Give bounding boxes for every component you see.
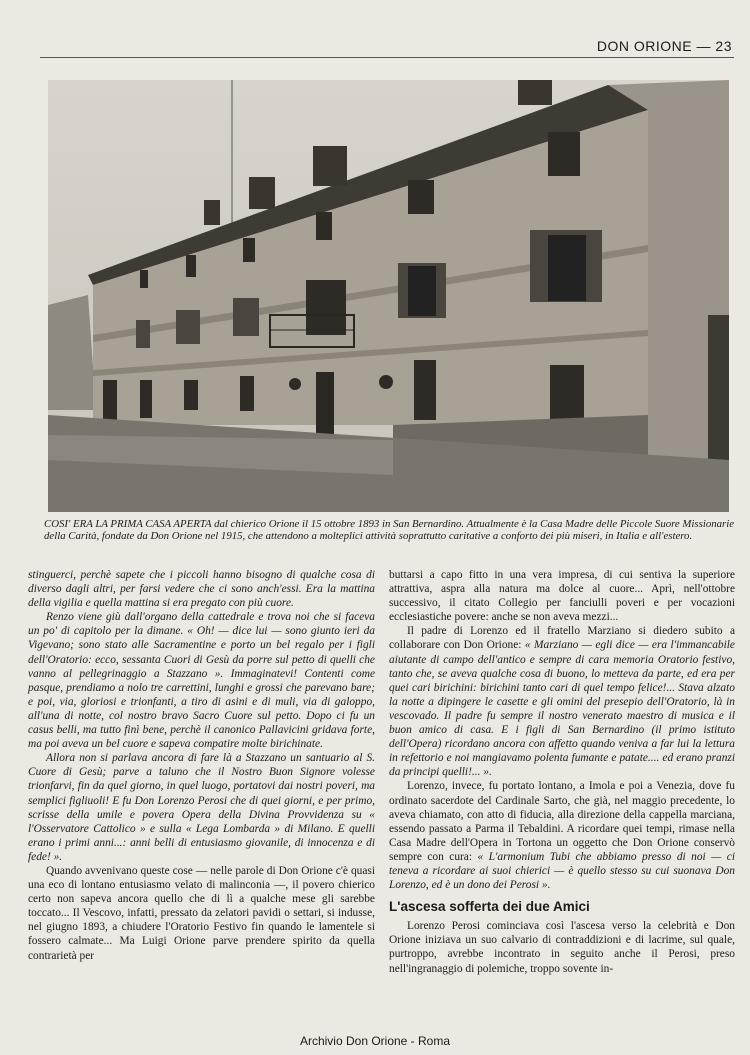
right-paragraph-3-quote: « L'armonium Tubi che abbiamo presso di noi — ci teneva a ricordare ai suoi chierici — è quello stesso su cui suonava Don Lorenzo, ed è un dono dei Perosi ». <box>389 850 735 892</box>
section-subheading: L'ascesa sofferta dei due Amici <box>389 899 590 915</box>
right-paragraph-2-quote: « Marziano — egli dice — era l'immancabile aiutante di campo dell'antico e sempre di cara memoria Oratorio festivo, tanto che, se aveva qualche cosa di buono, lo metteva da parte, ed era per quei cari birichini: birichini tanto cari di quel tempo felice!... Stava alzato la notte a dipingere le casette e gli omini del presepio dell'Oratorio, là in vescovado. Il padre fu sempre il nostro venerato maestro di musica e il buon amico di casa. E i figli di San Bernardino (il primo istituto dell'Opera) ricordano ancora con affetto quando veniva a far lui la lettura in refettorio e noi mangiavamo polenta fumante e patate.... ed erano pranzi da principi quelli!... ». <box>389 639 735 779</box>
right-paragraph-1: buttarsi a capo fitto in una vera impresa, di cui sentiva la superiore attrattiva, aspra alla natura ma dolce al cuore... Aprì, nell'ottobre successivo, il citato Collegio per fanciulli poveri e per vocazioni ecclesiastiche povere: anche se non aveva mezzi... <box>389 569 735 624</box>
right-paragraph-3-intro: Lorenzo, invece, fu portato lontano, a Imola e poi a Venezia, dove fu ordinato sacerdote del Cardinale Sarto, che già, nel maggio precedente, lo aveva chiamato, con atto di fiducia, alla direzione della cappella marciana, essendo passato a Parma il Tebaldini. A ricordare quei tempi, rimase nella Casa Madre dell'Opera in Tortona un oggetto che Don Orione conservò sempre con cura: <box>389 780 735 863</box>
caption-lead: COSI' ERA LA PRIMA CASA APERTA <box>44 518 212 530</box>
running-head: DON ORIONE — 23 <box>596 38 732 54</box>
left-paragraph-4: Quando avvenivano queste cose — nelle parole di Don Orione c'è quasi una eco di lontano entusiasmo velato di malinconia —, il povero chierico certo non sapeva ancora quello che di lì a qualche mese gli sarebbe toccato... Il Vescovo, infatti, pressato da zelatori pavidi o settari, si indusse, nel giugno 1893, a chiudere l'Oratorio Festivo fin quando le lamentele si fossero calmate... Ma Luigi Orione parve prendere spirito da quella contrarietà per <box>28 864 375 962</box>
building-photo-illustration <box>48 80 729 512</box>
photo-casa-san-bernardino <box>48 80 729 512</box>
right-paragraph-3 <box>389 779 735 892</box>
header-rule <box>40 57 734 58</box>
right-paragraph-4: Lorenzo Perosi cominciava così l'ascesa verso la celebrità e Don Orione iniziava un suo calvario di contraddizioni e di lacrime, sul quale, purtroppo, avrebbe incontrato in seguito anche il Perosi, preso nell'ingranaggio di polemiche, troppo sovente in- <box>389 920 735 975</box>
right-column <box>389 568 735 976</box>
right-paragraph-2 <box>389 624 735 779</box>
left-paragraph-3: Allora non si parlava ancora di fare là a Stazzano un santuario al S. Cuore di Gesù; parve a taluno che il Nostro Buon Signore volesse trionfarvi, fin da quel giorno, in quel luogo, portatovi dai nostri poveri, ma semplici figliuoli! E fu Don Lorenzo Perosi che di quei giorni, e per primo, scrisse della umile e povera Opera della Divina Provvidenza su « l'Osservatore Cattolico » e sulla « Lega Lombarda » di Milano. E quelli erano i primi anni...: anni belli di entusiasmo giovanile, di innocenza e di fede! ». <box>28 752 375 863</box>
right-paragraph-2-intro: Il padre di Lorenzo ed il fratello Marziano si diedero subito a collaborare con Don Orione: <box>389 625 735 652</box>
archive-footer: Archivio Don Orione - Roma <box>299 1034 451 1048</box>
left-paragraph-2: Renzo viene giù dall'organo della cattedrale e trova noi che si faceva un po' di capitolo per la dimane. « Oh! — dice lui — sono giunto ieri da Vigevano; sono stato alle Sacramentine e porto un bel regalo per i figli dell'Oratorio: ecco, sessanta Cuori di Gesù da porre sul petto di quelli che vanno al pellegrinaggio a Stazzano ». Immaginatevi! Contenti come pasque, prendiamo a nolo tre carrettini, lunghi e grossi che parevano bare; e poi, via, gloriosi e trionfanti, a tiro di asini e di muli, via di galoppo, all'una di notte, col nostro bravo Sacro Cuore sul petto. Dopo ci fu un casus belli, ma tutto finì bene, perchè il canonico Pallavicini gridava forte, ma poi aveva un bel cuore e sapeva compatire molte birichinate. <box>28 611 375 751</box>
caption-text: dal chierico Orione il 15 ottobre 1893 in San Bernardino. Attualmente è la Casa Madre delle Piccole Suore Missionarie della Carità, fondate da Don Orione nel 1915, che attendono a molteplici attività soprattutto caritative a conforto dei più miseri, in Italia e all'estero. <box>44 518 735 542</box>
left-paragraph-1: stinguerci, perchè sapete che i piccoli hanno bisogno di qualche cosa di diverso dagli altri, per farsi vedere che ci sono anch'essi. Era la mattina della vigilia e quella mattina si era pregato con più cuore. <box>28 569 375 610</box>
photo-caption <box>44 518 734 542</box>
left-column <box>28 568 375 963</box>
